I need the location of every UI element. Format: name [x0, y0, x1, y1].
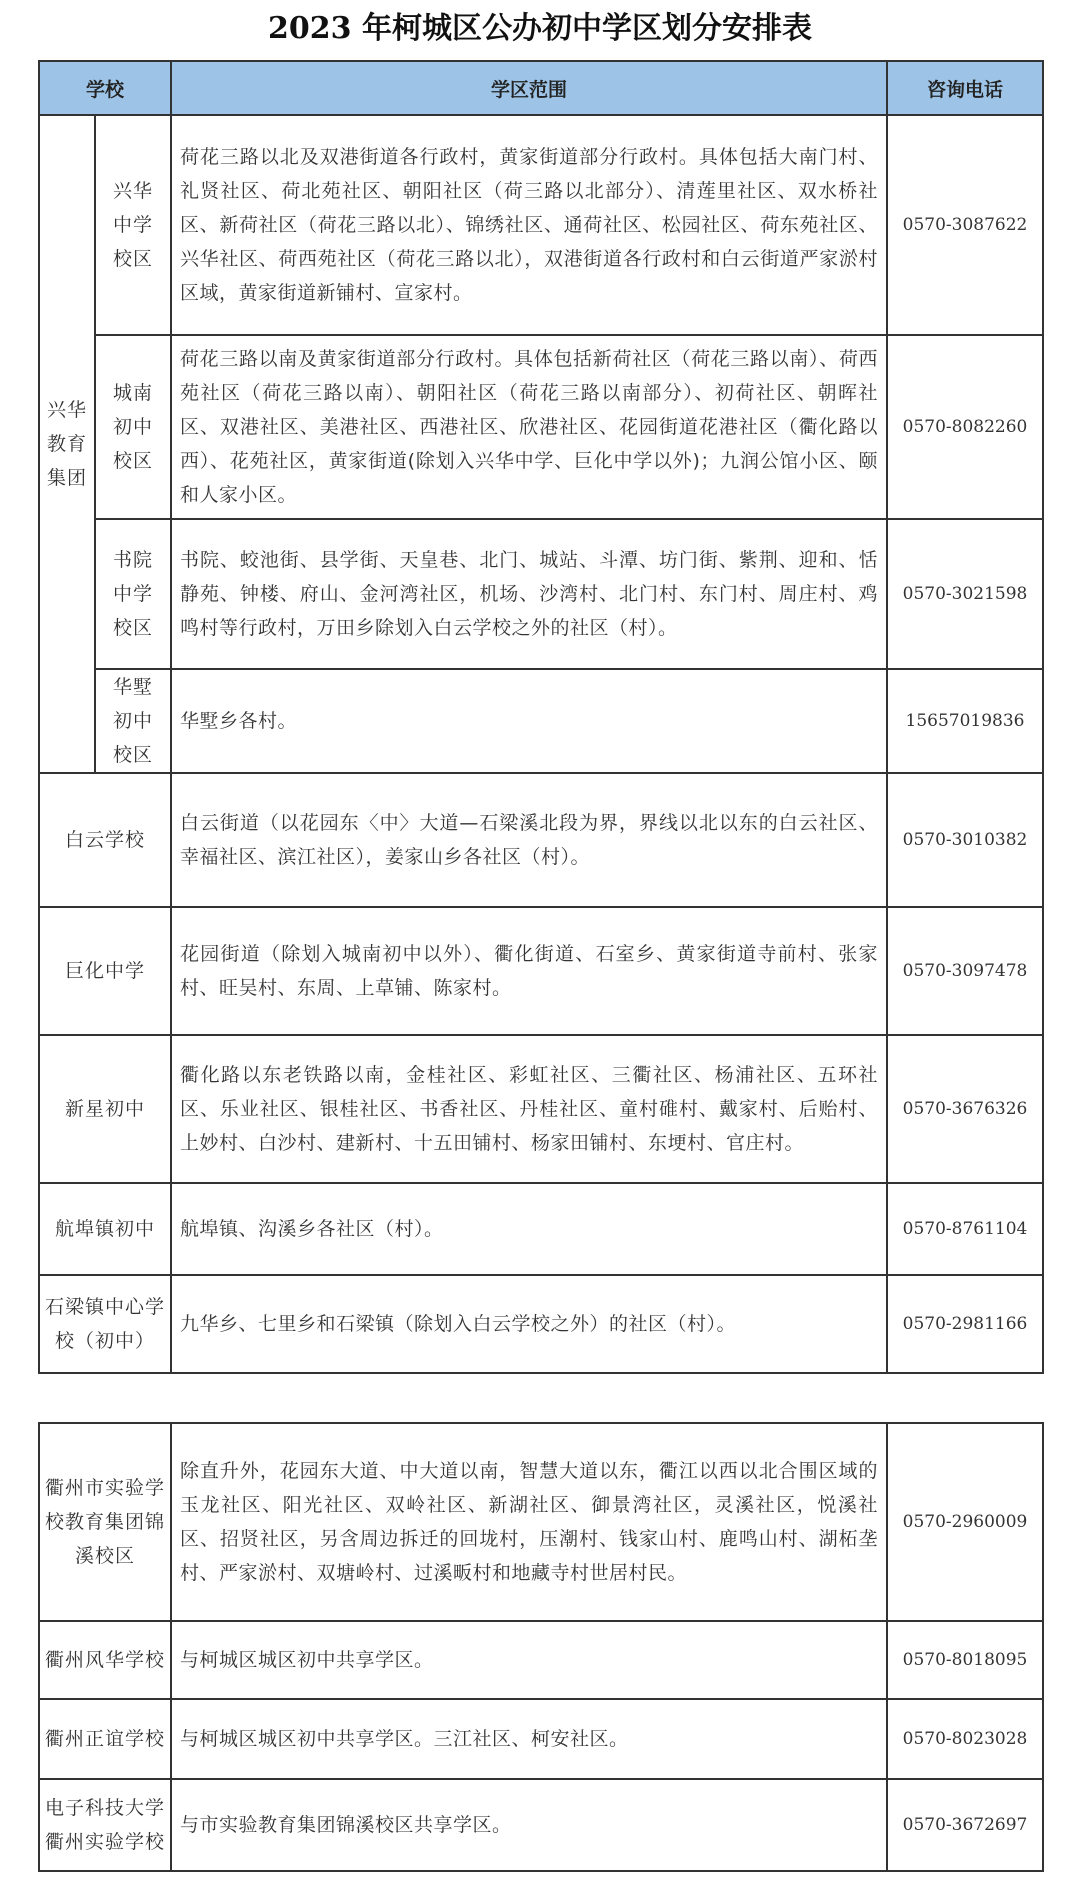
- phone-cell: 0570-8023028: [887, 1699, 1043, 1779]
- scope-cell: 华墅乡各村。: [171, 669, 887, 773]
- phone-cell: 0570-3672697: [887, 1779, 1043, 1871]
- table-row: [39, 519, 1043, 669]
- table-row: [39, 115, 1043, 335]
- phone-cell: 0570-3676326: [887, 1035, 1043, 1183]
- phone-cell: 0570-3097478: [887, 907, 1043, 1035]
- school-cell: 城南初中校区: [95, 335, 171, 519]
- table-row: [39, 1699, 1043, 1779]
- table-row: [39, 1275, 1043, 1373]
- header-scope: 学区范围: [171, 61, 887, 115]
- table-row: [39, 773, 1043, 907]
- phone-cell: 0570-8082260: [887, 335, 1043, 519]
- scope-cell: 除直升外，花园东大道、中大道以南，智慧大道以东，衢江以西以北合围区域的玉龙社区、阳光社区、双岭社区、新湖社区、御景湾社区，灵溪社区，悦溪社区、招贤社区，另含周边拆迁的回垅村，压潮村、钱家山村、鹿鸣山村、湖柘垄村、严家淤村、双塘岭村、过溪畈村和地藏寺村世居村民。: [171, 1423, 887, 1621]
- scope-cell: 花园街道（除划入城南初中以外）、衢化街道、石室乡、黄家街道寺前村、张家村、旺吴村、东周、上草铺、陈家村。: [171, 907, 887, 1035]
- scope-cell: 衢化路以东老铁路以南，金桂社区、彩虹社区、三衢社区、杨浦社区、五环社区、乐业社区、银桂社区、书香社区、丹桂社区、童村碓村、戴家村、后贻村、上妙村、白沙村、建新村、十五田铺村、杨家田铺村、东埂村、官庄村。: [171, 1035, 887, 1183]
- table-header-row: [39, 61, 1043, 115]
- scope-cell: 荷花三路以南及黄家街道部分行政村。具体包括新荷社区（荷花三路以南）、荷西苑社区（荷花三路以南）、朝阳社区（荷花三路以南部分）、初荷社区、朝晖社区、双港社区、美港社区、西港社区、欣港社区、花园街道花港社区（衢化路以西）、花苑社区，黄家街道(除划入兴华中学、巨化中学以外)；九润公馆小区、颐和人家小区。: [171, 335, 887, 519]
- school-cell: 华墅初中校区: [95, 669, 171, 773]
- scope-cell: 书院、蛟池街、县学街、天皇巷、北门、城站、斗潭、坊门街、紫荆、迎和、恬静苑、钟楼、府山、金河湾社区，机场、沙湾村、北门村、东门村、周庄村、鸡鸣村等行政村，万田乡除划入白云学校之外的社区（村）。: [171, 519, 887, 669]
- table-row: [39, 907, 1043, 1035]
- school-cell: 航埠镇初中: [39, 1183, 171, 1275]
- school-cell: 石梁镇中心学校（初中）: [39, 1275, 171, 1373]
- scope-cell: 与市实验教育集团锦溪校区共享学区。: [171, 1779, 887, 1871]
- phone-cell: 0570-2960009: [887, 1423, 1043, 1621]
- school-cell: 电子科技大学衢州实验学校: [39, 1779, 171, 1871]
- table-row: [39, 1035, 1043, 1183]
- table-row: [39, 335, 1043, 519]
- phone-cell: 15657019836: [887, 669, 1043, 773]
- header-phone: 咨询电话: [887, 61, 1043, 115]
- school-cell: 书院中学校区: [95, 519, 171, 669]
- table-row: [39, 1621, 1043, 1699]
- phone-cell: 0570-3087622: [887, 115, 1043, 335]
- table-row: [39, 669, 1043, 773]
- phone-cell: 0570-8761104: [887, 1183, 1043, 1275]
- phone-cell: 0570-3010382: [887, 773, 1043, 907]
- school-cell: 兴华中学校区: [95, 115, 171, 335]
- scope-cell: 航埠镇、沟溪乡各社区（村）。: [171, 1183, 887, 1275]
- phone-cell: 0570-3021598: [887, 519, 1043, 669]
- phone-cell: 0570-2981166: [887, 1275, 1043, 1373]
- district-table: [38, 60, 1044, 1374]
- scope-cell: 与柯城区城区初中共享学区。: [171, 1621, 887, 1699]
- scope-cell: 九华乡、七里乡和石梁镇（除划入白云学校之外）的社区（村）。: [171, 1275, 887, 1373]
- school-cell: 白云学校: [39, 773, 171, 907]
- table-row: [39, 1423, 1043, 1621]
- phone-cell: 0570-8018095: [887, 1621, 1043, 1699]
- school-cell: 巨化中学: [39, 907, 171, 1035]
- header-school: 学校: [39, 61, 171, 115]
- school-cell: 衢州正谊学校: [39, 1699, 171, 1779]
- scope-cell: 白云街道（以花园东〈中〉大道—石梁溪北段为界，界线以北以东的白云社区、幸福社区、滨江社区），姜家山乡各社区（村）。: [171, 773, 887, 907]
- school-cell: 衢州市实验学校教育集团锦溪校区: [39, 1423, 171, 1621]
- scope-cell: 荷花三路以北及双港街道各行政村，黄家街道部分行政村。具体包括大南门村、礼贤社区、荷北苑社区、朝阳社区（荷三路以北部分）、清莲里社区、双水桥社区、新荷社区（荷花三路以北）、锦绣社区、通荷社区、松园社区、荷东苑社区、兴华社区、荷西苑社区（荷花三路以北），双港街道各行政村和白云街道严家淤村区域，黄家街道新铺村、宣家村。: [171, 115, 887, 335]
- page-title: 2023 年柯城区公办初中学区划分安排表: [268, 11, 812, 46]
- group-cell: 兴华教育集团: [39, 115, 95, 773]
- scope-cell: 与柯城区城区初中共享学区。三江社区、柯安社区。: [171, 1699, 887, 1779]
- table-row: [39, 1183, 1043, 1275]
- school-cell: 衢州风华学校: [39, 1621, 171, 1699]
- school-cell: 新星初中: [39, 1035, 171, 1183]
- table-row: [39, 1779, 1043, 1871]
- district-table-municipal: [38, 1422, 1044, 1872]
